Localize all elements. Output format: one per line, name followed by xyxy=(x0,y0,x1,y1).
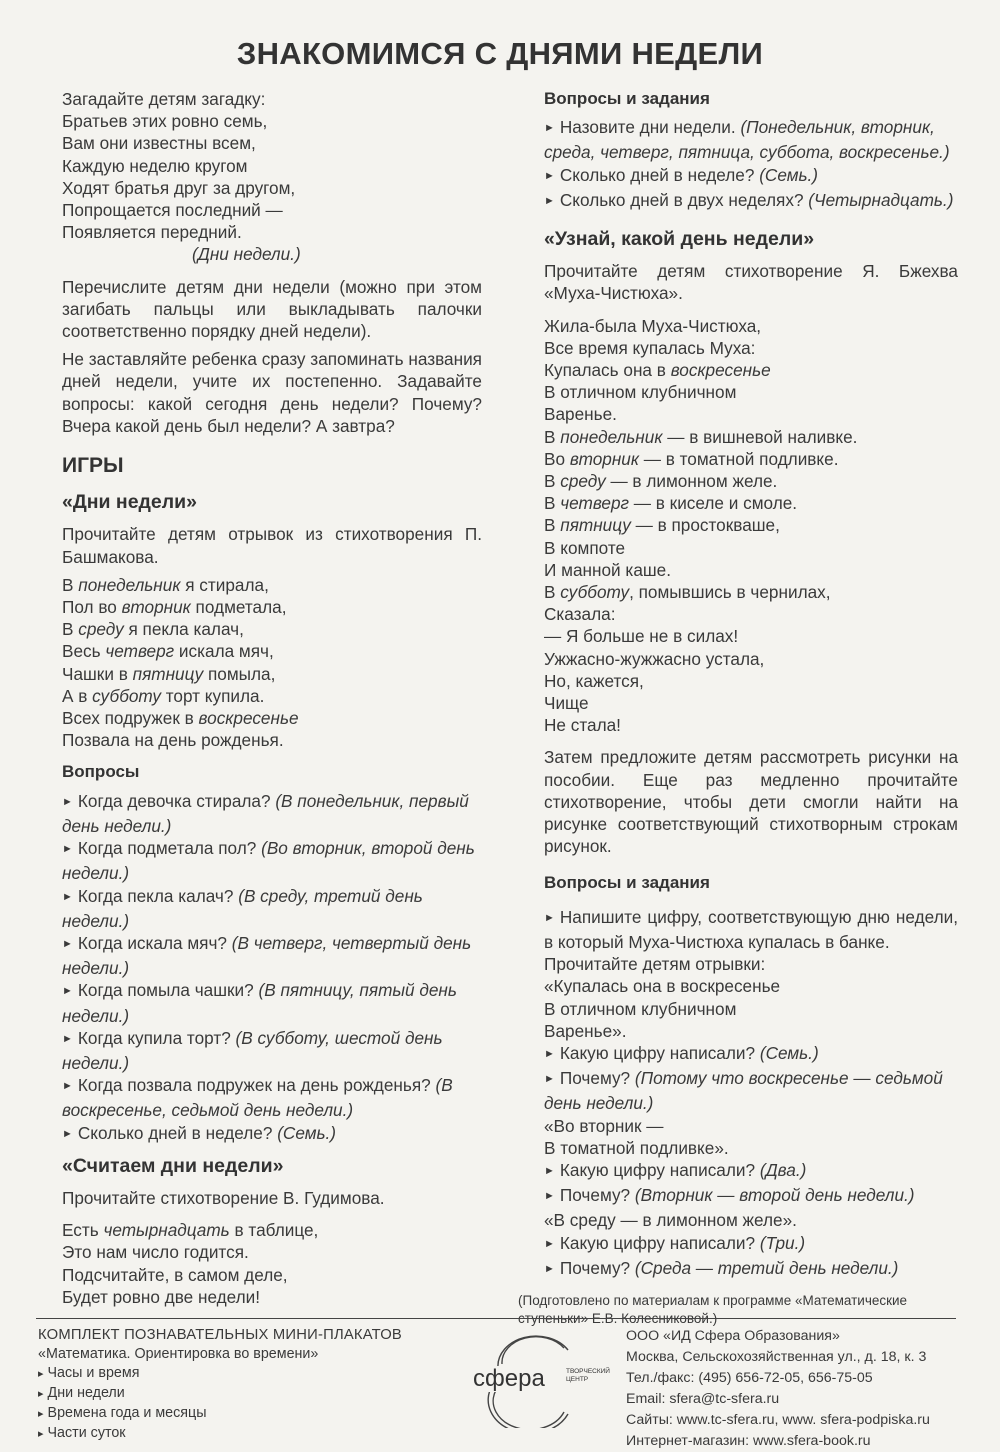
poem-line xyxy=(62,596,482,618)
riddle-answer: (Дни недели.) xyxy=(192,244,301,265)
question-item xyxy=(62,885,482,932)
poem-text: Позвала на день рожденья. xyxy=(62,730,284,751)
question-item xyxy=(544,1184,958,1209)
bullet-icon: ► xyxy=(62,1032,73,1045)
question-text: Когда подметала пол? xyxy=(77,838,262,859)
riddle-line: Появляется передний. xyxy=(62,222,242,243)
answer-text: (Три.) xyxy=(759,1232,806,1253)
question-text: Когда пекла калач? xyxy=(77,885,239,906)
question-item xyxy=(62,1074,482,1121)
bullet-icon: ► xyxy=(544,1262,555,1275)
bullet-icon: ► xyxy=(544,1073,555,1086)
poem-text: — Я больше не в силах! xyxy=(544,626,739,647)
poem-text: В отличном клубничном xyxy=(544,382,737,403)
poem-line xyxy=(544,625,958,647)
poem-text: искала мяч, xyxy=(174,641,274,662)
poem-line xyxy=(544,403,958,425)
left-column xyxy=(62,88,482,1308)
question-item xyxy=(544,1042,958,1067)
answer-text: (Два.) xyxy=(759,1159,807,1180)
bullet-icon: ► xyxy=(62,1127,73,1140)
questions-list xyxy=(62,790,482,1147)
excerpt-line: В томатной подливке». xyxy=(544,1137,729,1158)
question-item xyxy=(544,116,958,163)
poem-text: А в xyxy=(62,685,93,706)
answer-text: (Потому что воскресенье — седьмой день недели.) xyxy=(544,1068,943,1114)
poem-line xyxy=(544,537,958,559)
poem-line xyxy=(544,514,958,536)
answer-text: (В понедельник, первый день недели.) xyxy=(62,790,469,836)
poem-text: В xyxy=(544,426,561,447)
question-item xyxy=(62,932,482,979)
kit-item: ▸ Части суток xyxy=(38,1424,468,1444)
bullet-icon: ► xyxy=(544,1190,555,1203)
kit-item: ▸ Времена года и месяцы xyxy=(38,1404,468,1424)
tasks2-heading: Вопросы и задания xyxy=(544,872,710,892)
poem-text: помыла, xyxy=(203,663,276,684)
tasks1-list xyxy=(544,116,958,214)
poem-day: понедельник xyxy=(560,426,663,447)
tasks2b-list xyxy=(544,1159,958,1209)
poem-day: вторник xyxy=(569,448,639,469)
riddle-line: Каждую неделю кругом xyxy=(62,155,248,176)
poem-line xyxy=(544,315,958,337)
poem-text: Пол во xyxy=(62,597,122,618)
game3-heading: «Узнай, какой день недели» xyxy=(544,228,815,251)
game2-heading: «Считаем дни недели» xyxy=(62,1154,284,1177)
phone: Тел./факс: (495) 656-72-05, 656-75-05 xyxy=(626,1370,873,1386)
answer-text: (Четырнадцать.) xyxy=(808,189,954,210)
poem-text: И манной каше. xyxy=(544,559,672,580)
game2-intro: Прочитайте стихотворение В. Гудимова. xyxy=(62,1187,385,1208)
poem-text: Это нам число годится. xyxy=(62,1242,249,1263)
poem-text: Чашки в xyxy=(62,663,133,684)
bullet-icon: ► xyxy=(62,795,73,808)
game1-intro: Прочитайте детям отрывок из стихотворения П. Башмакова. xyxy=(62,524,482,567)
poem-text: Чище xyxy=(544,693,589,714)
email: Email: sfera@tc-sfera.ru xyxy=(626,1391,780,1407)
poem-line xyxy=(62,1286,482,1308)
poem-bashmakov xyxy=(62,574,482,752)
question-item xyxy=(544,164,958,189)
excerpt-2 xyxy=(544,1115,958,1159)
bullet-icon: ► xyxy=(544,1237,555,1250)
question-item xyxy=(62,837,482,884)
poem-line xyxy=(62,685,482,707)
poem-line xyxy=(544,359,958,381)
paragraph-pictures: Затем предложите детям рассмотреть рисунки на пособии. Еще раз медленно прочитайте стихотворение, чтобы дети смогли найти на рисунке соответствующий стихотворным строкам рисунок. xyxy=(544,747,958,857)
poem-day: вторник xyxy=(121,597,191,618)
excerpt-1 xyxy=(544,975,958,1042)
question-text: Какую цифру написали? xyxy=(559,1159,760,1180)
logo-text: сфера xyxy=(473,1365,545,1392)
poem-text: Подсчитайте, в самом деле, xyxy=(62,1264,288,1285)
answer-text: (В субботу, шестой день недели.) xyxy=(62,1027,443,1073)
poem-text: Всех подружек в xyxy=(62,708,199,729)
question-text: Почему? xyxy=(559,1185,635,1206)
logo-sub2: ЦЕНТР xyxy=(566,1376,589,1383)
poem-text: В xyxy=(62,619,79,640)
task-text: Напишите цифру, соответствующую дню недели, в который Муха-Чистюха купалась в банке. xyxy=(544,906,958,952)
question-item xyxy=(62,1122,482,1147)
question-text: Назовите дни недели. xyxy=(559,117,741,138)
riddle-line: Ходят братья друг за другом, xyxy=(62,177,296,198)
poem-text: В xyxy=(62,574,79,595)
games-heading: ИГРЫ xyxy=(62,454,124,478)
poem-day: среду xyxy=(78,619,124,640)
question-item xyxy=(544,1067,958,1114)
paragraph-text: Не заставляйте ребенка сразу запоминать названия дней недели, учите их постепенно. Задавайте вопросы: какой сегодня день недели? Почему? Вчера какой день был недели? А завтра? xyxy=(62,349,482,436)
poem-text: Варенье. xyxy=(544,404,617,425)
task2-read: Прочитайте детям отрывки: xyxy=(544,954,766,975)
riddle-line: Вам они известны всем, xyxy=(62,133,256,154)
poem-line xyxy=(544,426,958,448)
poem-text: Будет ровно две недели! xyxy=(62,1286,261,1307)
question-text: Когда помыла чашки? xyxy=(77,980,259,1001)
poem-line xyxy=(544,603,958,625)
riddle-line: Загадайте детям загадку: xyxy=(62,89,266,109)
poem-text: В xyxy=(544,515,561,536)
poem-line xyxy=(62,574,482,596)
poem-text: я пекла калач, xyxy=(123,619,244,640)
bullet-icon: ► xyxy=(544,169,555,182)
bullet-icon: ► xyxy=(62,1080,73,1093)
answer-text: (В пятницу, пятый день недели.) xyxy=(62,980,457,1026)
riddle xyxy=(62,88,482,243)
game3-intro: Прочитайте детям стихотворение Я. Бжехва «Муха-Чистюха». xyxy=(544,261,958,304)
poem-text: Не стала! xyxy=(544,715,621,736)
paragraph-list-days xyxy=(62,276,482,343)
excerpt-line: В отличном клубничном xyxy=(544,998,737,1019)
poem-text: В xyxy=(544,471,561,492)
poem-line xyxy=(544,470,958,492)
question-text: Когда девочка стирала? xyxy=(77,790,276,811)
poem-text: Весь xyxy=(62,641,106,662)
bullet-icon: ► xyxy=(62,843,73,856)
poem-text: — в простокваше, xyxy=(630,515,780,536)
bullet-icon: ► xyxy=(544,122,555,135)
question-text: Почему? xyxy=(559,1068,635,1089)
publisher: ООО «ИД Сфера Образования» xyxy=(626,1328,840,1344)
question-text: Сколько дней в двух неделях? xyxy=(559,189,809,210)
kit-title: КОМПЛЕКТ ПОЗНАВАТЕЛЬНЫХ МИНИ-ПЛАКАТОВ xyxy=(38,1327,403,1343)
poem-bzhekhva xyxy=(544,315,958,737)
poem-text: В xyxy=(544,493,561,514)
poem-text: В xyxy=(544,582,561,603)
footer-kit xyxy=(38,1326,468,1444)
poem-day: субботу xyxy=(92,685,161,706)
poem-line xyxy=(544,648,958,670)
poem-day: пятницу xyxy=(560,515,631,536)
poem-line xyxy=(544,448,958,470)
shop: Интернет-магазин: www.sfera-book.ru xyxy=(626,1433,871,1449)
poem-text: — в вишневой наливке. xyxy=(662,426,858,447)
excerpt-3 xyxy=(544,1209,958,1231)
poem-line xyxy=(62,640,482,662)
question-text: Почему? xyxy=(559,1257,635,1278)
excerpt-line: «Купалась она в воскресенье xyxy=(544,976,781,997)
answer-text: (В четверг, четвертый день недели.) xyxy=(62,932,472,979)
bullet-icon: ► xyxy=(544,194,555,207)
poem-text: — в томатной подливке. xyxy=(638,448,839,469)
poem-text: Купалась она в xyxy=(544,360,671,381)
question-text: Когда позвала подружек на день рожденья? xyxy=(77,1075,436,1096)
poem-day: четверг xyxy=(105,641,175,662)
task2-intro xyxy=(544,906,958,953)
sites: Сайты: www.tc-sfera.ru, www. sfera-podpiska.ru xyxy=(626,1412,930,1428)
footer-divider xyxy=(36,1318,956,1319)
poem-text: — в лимонном желе. xyxy=(605,471,778,492)
page-title: ЗНАКОМИМСЯ С ДНЯМИ НЕДЕЛИ xyxy=(236,36,764,71)
poem-line xyxy=(62,707,482,729)
question-item xyxy=(544,1257,958,1282)
answer-text: (Вторник — второй день недели.) xyxy=(634,1185,915,1206)
poem-text: Есть xyxy=(62,1220,104,1241)
answer-text: (Семь.) xyxy=(759,1042,819,1063)
poem-gudimov xyxy=(62,1219,482,1308)
question-item xyxy=(62,979,482,1026)
paragraph-text: Перечислите детям дни недели (можно при этом загибать пальцы или выкладывать палочки соответственно порядку дней недели). xyxy=(62,276,482,342)
tasks2a-list xyxy=(544,1042,958,1115)
right-column xyxy=(518,88,958,1328)
excerpt-line: «В среду — в лимонном желе». xyxy=(544,1210,797,1231)
question-text: Когда купила торт? xyxy=(77,1027,236,1048)
excerpt-line: Варенье». xyxy=(544,1020,627,1041)
poem-line xyxy=(544,381,958,403)
question-item xyxy=(62,790,482,837)
kit-item: ▸ Часы и время xyxy=(38,1364,468,1384)
bullet-icon: ► xyxy=(544,911,555,924)
poem-text: торт купила. xyxy=(160,685,265,706)
poem-day: воскресенье xyxy=(670,360,771,381)
question-text: Сколько дней в неделе? xyxy=(559,164,760,185)
question-item xyxy=(544,189,958,214)
poem-text: Во xyxy=(544,448,570,469)
tasks1-heading: Вопросы и задания xyxy=(544,89,710,108)
logo-sub1: ТВОРЧЕСКИЙ xyxy=(566,1368,610,1375)
poem-day: пятницу xyxy=(132,663,204,684)
poem-line xyxy=(544,692,958,714)
kit-item: ▸ Дни недели xyxy=(38,1384,468,1404)
answer-text: (В воскресенье, седьмой день недели.) xyxy=(62,1075,453,1121)
poem-line xyxy=(544,337,958,359)
poem-text: я стирала, xyxy=(180,574,269,595)
poem-line xyxy=(62,729,482,751)
poem-day: воскресенье xyxy=(198,708,299,729)
question-text: Какую цифру написали? xyxy=(559,1042,760,1063)
poem-line xyxy=(62,618,482,640)
answer-text: (Семь.) xyxy=(277,1122,337,1143)
question-item xyxy=(544,1159,958,1184)
paragraph-advice xyxy=(62,348,482,437)
poem-text: — в киселе и смоле. xyxy=(629,493,798,514)
poem-line xyxy=(544,581,958,603)
poem-text: Все время купалась Муха: xyxy=(544,337,756,358)
kit-items xyxy=(38,1364,468,1444)
bullet-icon: ► xyxy=(62,937,73,950)
answer-text: (Понедельник, вторник, среда, четверг, пятница, суббота, воскресенье.) xyxy=(544,117,950,163)
answer-text: (В среду, третий день недели.) xyxy=(62,885,423,931)
poem-text: , помывшись в чернилах, xyxy=(629,582,831,603)
tasks2c-list xyxy=(544,1232,958,1282)
poem-text: Жила-была Муха-Чистюха, xyxy=(544,315,762,336)
bullet-icon: ► xyxy=(62,985,73,998)
poem-line xyxy=(62,1241,482,1263)
bullet-icon: ► xyxy=(62,890,73,903)
questions-heading: Вопросы xyxy=(62,762,140,782)
question-text: Какую цифру написали? xyxy=(559,1232,760,1253)
address: Москва, Сельскохозяйственная ул., д. 18, к. 3 xyxy=(626,1349,927,1365)
poem-day: субботу xyxy=(560,582,630,603)
footer-contacts xyxy=(626,1326,966,1452)
poem-text: В компоте xyxy=(544,537,626,558)
poem-text: в таблице, xyxy=(229,1220,319,1241)
poem-line xyxy=(544,492,958,514)
sfera-logo xyxy=(468,1328,618,1428)
question-text: Сколько дней в неделе? xyxy=(77,1122,278,1143)
kit-series: «Математика. Ориентировка во времени» xyxy=(38,1346,319,1362)
riddle-line: Братьев этих ровно семь, xyxy=(62,111,268,132)
poem-line xyxy=(62,1219,482,1241)
poem-day: четырнадцать xyxy=(103,1220,230,1241)
poem-line xyxy=(62,663,482,685)
poem-text: Сказала: xyxy=(544,604,616,625)
poem-line xyxy=(544,559,958,581)
poem-text: подметала, xyxy=(190,597,287,618)
answer-text: (Среда — третий день недели.) xyxy=(634,1257,899,1278)
poem-day: среду xyxy=(560,471,606,492)
poem-line xyxy=(544,714,958,736)
excerpt-line: «Во вторник — xyxy=(544,1115,664,1136)
poem-text: Ужжасно-жужжасно устала, xyxy=(544,648,765,669)
poem-line xyxy=(544,670,958,692)
poem-text: Но, кажется, xyxy=(544,670,644,691)
poem-day: четверг xyxy=(560,493,630,514)
question-text: Когда искала мяч? xyxy=(77,932,232,953)
answer-text: (Во вторник, второй день недели.) xyxy=(62,838,475,884)
poem-line xyxy=(62,1264,482,1286)
question-item xyxy=(62,1027,482,1074)
bullet-icon: ► xyxy=(544,1047,555,1060)
riddle-line: Попрощается последний — xyxy=(62,200,283,221)
question-item xyxy=(544,1232,958,1257)
source-note: (Подготовлено по материалам к программе «Математические ступеньки» Е.В. Колесниковой.) xyxy=(518,1292,908,1326)
answer-text: (Семь.) xyxy=(759,164,819,185)
poem-day: понедельник xyxy=(78,574,181,595)
bullet-icon: ► xyxy=(544,1164,555,1177)
game1-heading: «Дни недели» xyxy=(62,491,197,514)
